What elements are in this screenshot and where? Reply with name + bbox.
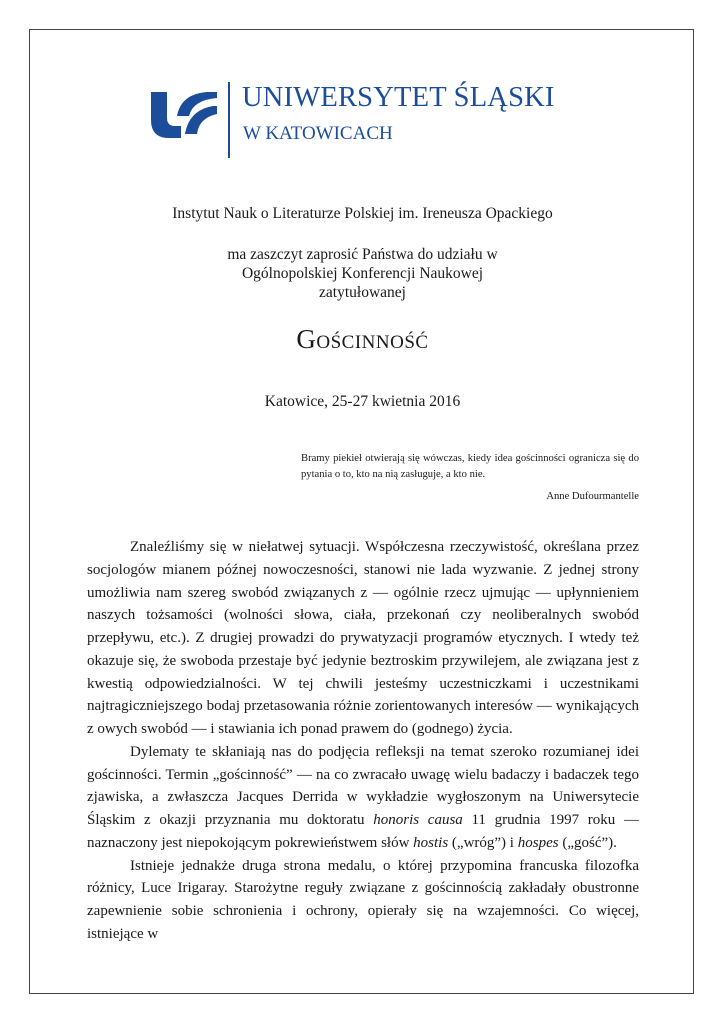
body-text (87, 536, 639, 946)
university-city: W KATOWICACH (243, 123, 393, 144)
invitation-line-2: Ogólnopolskiej Konferencji Naukowej (241, 265, 484, 282)
invitation-line-3: zatytułowanej (319, 284, 406, 301)
place-and-date: Katowice, 25-27 kwietnia 2016 (264, 393, 461, 410)
university-name: UNIWERSYTET ŚLĄSKI (242, 82, 555, 113)
conference-title: Gościnność (296, 324, 429, 354)
paragraph-3: Istnieje jednakże druga strona medalu, o której przypomina francuska filozofka różnicy, Luce Irigaray. Starożytne reguły związane z gościnnością zakładały obustronne zapewnienie sobie schronienia i ochrony, opierały się na wzajemności. Co więcej, istniejące w (87, 857, 639, 942)
logo-divider (228, 82, 230, 158)
paragraph-1: Znaleźliśmy się w niełatwej sytuacji. Współczesna rzeczywistość, określana przez socjologów mianem późnej nowoczesności, stanowi nie lada wyzwanie. Z jednej strony umożliwia nam szereg swobód związanych z — ogólnie rzecz ujmując — upłynnieniem naszych tożsamości (wolności słowa, ciała, przekonań czy neoliberalnych swobód przepływu, etc.). Z drugiej prowadzi do prywatyzacji programów etycznych. I wtedy też okazuje się, że swoboda przestaje być jedynie beztroskim przywilejem, ale związana jest z kwestią odpowiedzialności. W tej chwili jesteśmy uczestniczkami i uczestnikami najtragiczniejszego bodaj przetasowania różnie zorientowanych interesów — wynikających z owych swobód — i stawiania ich ponad prawem do (godnego) życia. (87, 539, 639, 737)
term-hospes: hospes (517, 834, 559, 851)
paragraph-2: Dylematy te skłaniają nas do podjęcia refleksji na temat szeroko rozumianej idei gościnności. Termin „gościnność” — na co zwracało uwagę wielu badaczy i badaczek tego zjawiska, a zwłaszcza Jacques Derrida w wykładzie wygłoszonym na Uniwersytecie Śląskim z okazji przyznania mu doktoratu honoris causa 11 grudnia 1997 roku — naznaczony jest niepokojącym pokrewieństwem słów hostis („wróg”) i hospes („gość”). (87, 743, 639, 851)
term-honoris-causa: honoris causa (373, 812, 463, 828)
university-logo-icon (147, 90, 219, 140)
institute-name: Instytut Nauk o Literaturze Polskiej im. Ireneusza Opackiego (172, 205, 553, 222)
epigraph-author: Anne Dufourmantelle (546, 491, 639, 502)
epigraph-quote: Bramy piekieł otwierają się wówczas, kiedy idea gościnności ogranicza się do pytania o to, kto na nią zasługuje, a kto nie. (301, 453, 639, 480)
invitation-line-1: ma zaszczyt zaprosić Państwa do udziału w (227, 246, 498, 263)
term-hostis: hostis (413, 834, 449, 851)
